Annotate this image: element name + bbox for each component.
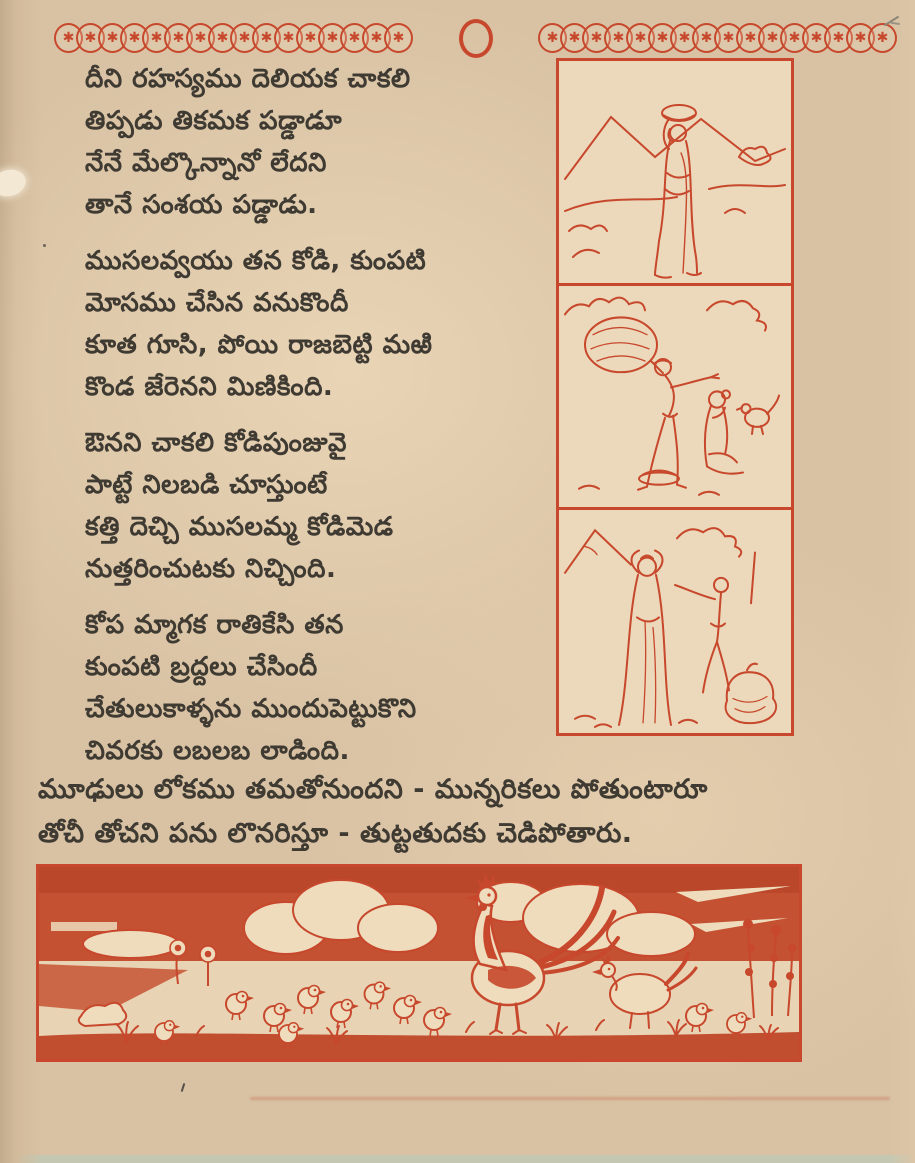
ring-star-ornament-icon: ✱: [98, 23, 127, 53]
ring-star-ornament-icon: ✱: [318, 23, 347, 53]
ring-star-ornament-icon: ✱: [868, 23, 897, 53]
illustration-washerman-and-old-woman: [556, 286, 794, 510]
ring-star-ornament-icon: ✱: [362, 23, 391, 53]
poem-line: కొండ జేరెనని మిణికింది.: [85, 372, 334, 402]
ring-star-ornament-icon: ✱: [142, 23, 171, 53]
ring-star-ornament-icon: ✱: [824, 23, 853, 53]
ring-star-ornament-icon: ✱: [736, 23, 765, 53]
ring-star-ornament-icon: ✱: [384, 23, 413, 53]
ink-speck: [43, 244, 46, 247]
couplet-line: తోచీ తోచని పను లొనరిస్తూ - తుట్టతుదకు చెడిపోతారు.: [38, 818, 633, 849]
ring-star-ornament-icon: ✱: [76, 23, 105, 53]
ornament-run-left: [54, 23, 413, 53]
poem-line: మోసము చేసిన వనుకొందీ: [85, 288, 349, 318]
stanza-1: [85, 58, 565, 226]
ring-star-ornament-icon: ✱: [252, 23, 281, 53]
ring-star-ornament-icon: ✱: [692, 23, 721, 53]
ring-star-ornament-icon: ✱: [780, 23, 809, 53]
ring-star-ornament-icon: ✱: [186, 23, 215, 53]
ring-star-ornament-icon: ✱: [296, 23, 325, 53]
poem-line: తిప్పడు తికమక పడ్డాడూ: [85, 106, 343, 136]
ring-star-ornament-icon: ✱: [340, 23, 369, 53]
illustration-woman-carrying-pot: [556, 58, 794, 286]
ring-star-ornament-icon: ✱: [120, 23, 149, 53]
ring-star-ornament-icon: ✱: [604, 23, 633, 53]
ring-star-ornament-icon: ✱: [626, 23, 655, 53]
center-ring-icon: [459, 19, 493, 58]
ring-star-ornament-icon: ✱: [670, 23, 699, 53]
poem-line: నుత్తరించుటకు నిచ్చింది.: [85, 554, 337, 584]
poem-line: ఔనని చాకలి కోడిపుంజువై: [85, 428, 348, 458]
poem-line: దీని రహస్యము దెలియక చాకలి: [85, 64, 411, 94]
poem-line: ముసలవ్వయు తన కోడి, కుంపటి: [85, 246, 427, 276]
ring-star-ornament-icon: ✱: [274, 23, 303, 53]
ring-star-ornament-icon: ✱: [54, 23, 83, 53]
illustration-hen-rooster-chicks: [36, 864, 802, 1062]
poem-line: కత్తి దెచ్చి ముసలమ్మ కోడిమెడ: [85, 512, 394, 542]
ring-star-ornament-icon: ✱: [560, 23, 589, 53]
ink-speck: [181, 1083, 186, 1092]
poem-line: నేనే మేల్కొన్నానో లేదని: [85, 148, 327, 178]
ring-star-ornament-icon: ✱: [714, 23, 743, 53]
story-panel-column: [556, 58, 794, 736]
poem-line: కుంపటి బ్రద్దలు చేసిందీ: [85, 652, 318, 682]
ring-star-ornament-icon: ✱: [758, 23, 787, 53]
couplet-line: మూఢులు లోకము తమతోనుందని - మున్నరికలు పోతుంటారూ: [38, 774, 708, 805]
ring-star-ornament-icon: ✱: [230, 23, 259, 53]
ring-star-ornament-icon: ✱: [846, 23, 875, 53]
ring-star-ornament-icon: ✱: [164, 23, 193, 53]
poem-line: తానే సంశయ పడ్డాడు.: [85, 190, 318, 220]
stanza-4: [85, 604, 565, 772]
poem-line: చివరకు లబలబ లాడింది.: [85, 736, 350, 766]
ring-star-ornament-icon: ✱: [208, 23, 237, 53]
ring-star-ornament-icon: ✱: [802, 23, 831, 53]
closing-couplet: [38, 768, 890, 856]
poem-line: పాట్టే నిలబడి చూస్తుంటే: [85, 470, 328, 500]
ring-star-ornament-icon: ✱: [538, 23, 567, 53]
ink-smudge: [250, 1097, 890, 1100]
ring-star-ornament-icon: ✱: [582, 23, 611, 53]
poem-text-column: [85, 58, 565, 786]
illustration-lamenting-woman-and-sack: [556, 510, 794, 736]
decorative-top-border: [54, 20, 897, 56]
ring-star-ornament-icon: ✱: [648, 23, 677, 53]
paper-tear-mark: [0, 166, 29, 199]
stanza-2: [85, 240, 565, 408]
ornament-run-right: [538, 23, 897, 53]
poem-line: చేతులుకాళ్ళను ముందుపెట్టుకొని: [85, 694, 417, 724]
stanza-3: [85, 422, 565, 590]
poem-line: కోప మ్మాగక రాతికేసి తన: [85, 610, 344, 640]
poem-line: కూత గూసి, పోయి రాజబెట్టి మఱి: [85, 330, 433, 360]
